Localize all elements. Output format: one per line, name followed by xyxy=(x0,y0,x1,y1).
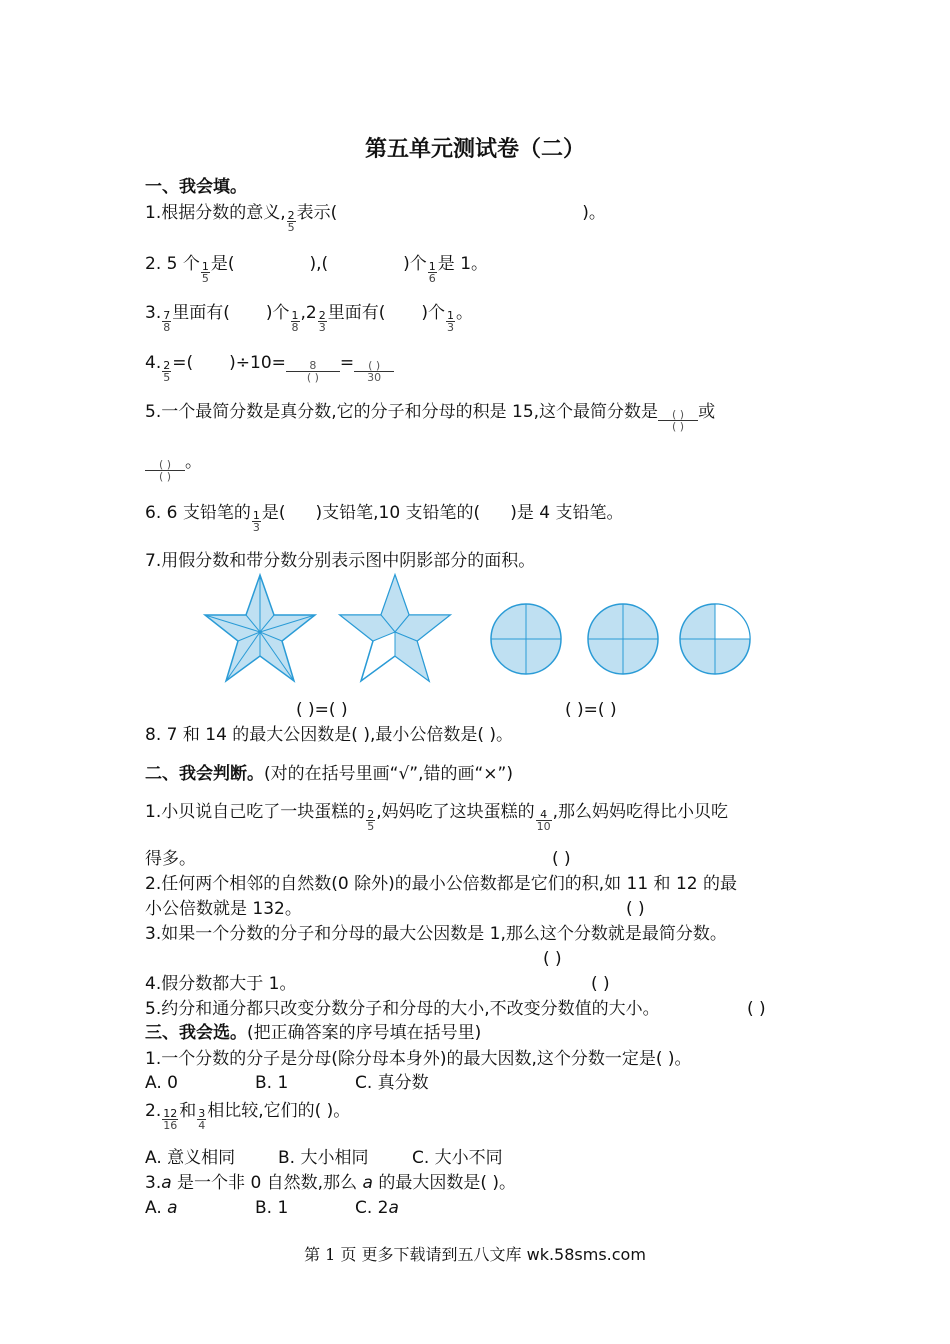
judge-3: 3.如果一个分数的分子和分母的最大公因数是 1,那么这个分数就是最简分数。 xyxy=(145,924,727,944)
fraction: $\frac{1}{5}$ xyxy=(201,260,209,285)
circle-figure-3 xyxy=(680,604,750,674)
judge-3-paren: ( ) xyxy=(543,949,562,969)
fraction: $\frac{2}{5}$ xyxy=(287,209,295,234)
judge-1-paren: ( ) xyxy=(552,849,571,869)
choice-1-options: A. 0 B. 1 C. 真分数 xyxy=(145,1073,429,1093)
choice-2: 2. $\frac{12}{16}$ 和 $\frac{3}{4}$ 相比较,它们的( )。 xyxy=(145,1101,351,1132)
question-6: 6. 6 支铅笔的 $\frac{1}{3}$ 是( )支铅笔,10 支铅笔的( )是 4 支铅笔。 xyxy=(145,503,624,534)
page-title: 第五单元测试卷（二） xyxy=(364,136,585,162)
question-3: 3. $\frac{7}{8}$ 里面有( )个 $\frac{1}{8}$ ,2 $\frac{2}{3}$ 里面有( )个 $\frac{1}{3}$ 。 xyxy=(145,303,474,334)
choice-3: 3.a 是一个非 0 自然数,那么 a 的最大因数是( )。 xyxy=(145,1173,516,1193)
question-4: 4. $\frac{2}{5}$ =( )÷10= 8 ( ) = ( ) 30 xyxy=(145,352,394,374)
star-figure-1 xyxy=(205,575,315,681)
question-5: 5.一个最简分数是真分数,它的分子和分母的积是 15,这个最简分数是 ( ) ( ) 或 xyxy=(145,402,716,433)
judge-1: 1.小贝说自己吃了一块蛋糕的 $\frac{2}{5}$ ,妈妈吃了这块蛋糕的 $\frac{4}{10}$ ,那么妈妈吃得比小贝吃 xyxy=(145,802,729,833)
footer-link[interactable]: wk.58sms.com xyxy=(526,1245,646,1264)
fraction: $\frac{1}{6}$ xyxy=(428,260,436,285)
choice-1: 1.一个分数的分子是分母(除分母本身外)的最大因数,这个分数一定是( )。 xyxy=(145,1049,692,1069)
figures-svg xyxy=(195,572,765,690)
judge-2-paren: ( ) xyxy=(626,899,645,919)
judge-4: 4.假分数都大于 1。 xyxy=(145,974,297,994)
judge-5-paren: ( ) xyxy=(747,999,766,1019)
judge-2: 2.任何两个相邻的自然数(0 除外)的最小公倍数都是它们的积,如 11 和 12 的最 xyxy=(145,874,737,894)
section-2-heading: 二、我会判断。(对的在括号里画“√”,错的画“×”) xyxy=(145,764,513,784)
page-footer: 第 1 页 更多下载请到五八文库 wk.58sms.com xyxy=(304,1245,646,1264)
question-7: 7.用假分数和带分数分别表示图中阴影部分的面积。 xyxy=(145,551,536,571)
question-7-left-answer: ( )=( ) xyxy=(296,700,348,720)
circle-figure-2 xyxy=(588,604,658,674)
question-2: 2. 5 个 $\frac{1}{5}$ 是( ),( )个 $\frac{1}{6}$ 是 1。 xyxy=(145,254,489,285)
judge-1-cont: 得多。 xyxy=(145,849,196,869)
judge-4-paren: ( ) xyxy=(591,974,610,994)
choice-3-options: A. a B. 1 C. 2a xyxy=(145,1198,399,1218)
section-1-heading: 一、我会填。 xyxy=(145,177,247,197)
choice-2-options: A. 意义相同 B. 大小相同 C. 大小不同 xyxy=(145,1148,503,1168)
judge-5: 5.约分和通分都只改变分数分子和分母的大小,不改变分数值的大小。 xyxy=(145,999,660,1019)
shaded-figures xyxy=(195,572,765,694)
question-5-cont: ( ) ( ) 。 xyxy=(145,451,202,473)
circle-figure-1 xyxy=(491,604,561,674)
question-1: 1.根据分数的意义, $\frac{2}{5}$ 表示( )。 xyxy=(145,203,606,234)
section-3-heading: 三、我会选。(把正确答案的序号填在括号里) xyxy=(145,1023,482,1043)
question-7-right-answer: ( )=( ) xyxy=(565,700,617,720)
judge-2-cont: 小公倍数就是 132。 xyxy=(145,899,302,919)
star-figure-2 xyxy=(340,575,450,681)
question-8: 8. 7 和 14 的最大公因数是( ),最小公倍数是( )。 xyxy=(145,725,514,745)
